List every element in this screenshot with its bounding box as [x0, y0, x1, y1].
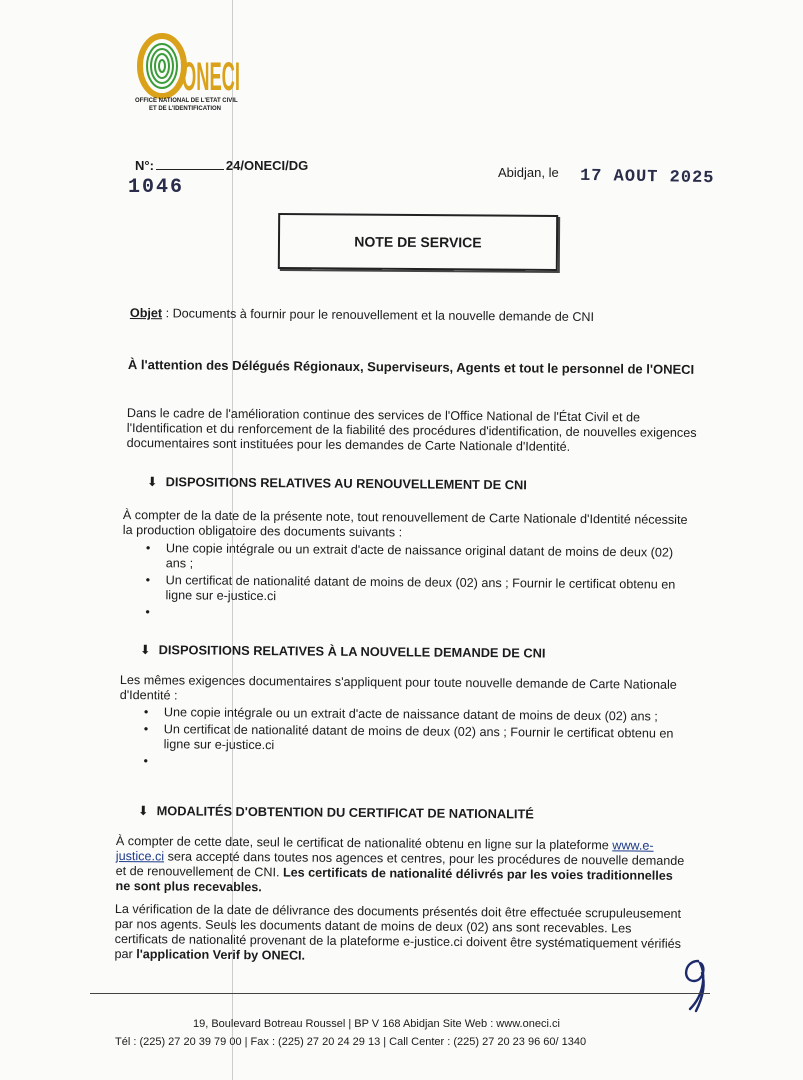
arrow-down-icon: ⬇: [137, 803, 149, 819]
arrow-down-icon: ⬇: [139, 642, 151, 658]
e-justice-link[interactable]: www.e-justice.ci: [115, 838, 654, 864]
reference-number: [135, 158, 308, 173]
place-date-label: Abidjan, le: [498, 165, 559, 180]
section2-list: [141, 705, 687, 776]
list-item: • Une copie intégrale ou un extrait d'acte de naissance datant de moins de deux (02) ans ;: [142, 705, 687, 725]
list-item: • Un certificat de nationalité datant de moins de deux (02) ans ; Fournir le certificat obtenu en ligne sur e-justice.ci: [142, 722, 687, 757]
list-item: [143, 605, 688, 625]
section3-paragraph2: [114, 902, 685, 967]
org-name-line1: OFFICE NATIONAL DE L'ETAT CIVIL: [135, 98, 238, 104]
section2-intro: Les mêmes exigences documentaires s'appliquent pour toute nouvelle demande de Carte Nationale d'Identité :: [119, 673, 677, 703]
ref-stamp-number: 1046: [128, 176, 185, 199]
signature: [676, 955, 716, 1015]
objet-label: Objet: [129, 306, 163, 321]
objet-line: [130, 306, 700, 326]
ref-blank-line: [156, 169, 224, 170]
section1-intro: À compter de la date de la présente note, tout renouvellement de Carte Nationale d'Identité nécessite la production obligatoire des documents suivants :: [122, 508, 688, 540]
section2-heading: [140, 642, 546, 662]
section2-heading-text: DISPOSITIONS RELATIVES À LA NOUVELLE DEMANDE DE CNI: [158, 642, 546, 661]
intro-paragraph: Dans le cadre de l'amélioration continue des services de l'Office National de l'État Civil et de l'Identification et du renforcement de la fiabilité des procédures d'identification, de nouvelles exigences documentaires sont instituées pour les demandes de Carte Nationale d'Identité.: [126, 406, 697, 454]
ref-prefix: N°:: [135, 158, 154, 173]
section3-paragraph1: [115, 834, 686, 899]
section1-list: [143, 541, 689, 627]
footer-divider: [90, 993, 710, 994]
org-name-line2: ET DE L'IDENTIFICATION: [149, 106, 221, 112]
list-item: • Une copie intégrale ou un extrait d'acte de naissance original datant de moins de deux (02) ans ;: [144, 541, 689, 576]
section3-p1-mid: sera accepté dans toutes nos agences et centres, pour les procédures de nouvelle demande et de renouvellement de CNI.: [115, 849, 685, 880]
list-item: • Un certificat de nationalité datant de moins de deux (02) ans ; Fournir le certificat obtenu en ligne sur e-justice.ci: [143, 573, 688, 608]
ref-suffix: 24/ONECI/DG: [225, 158, 309, 173]
page-title: NOTE DE SERVICE: [278, 213, 558, 271]
logo-wordmark: ONECI: [182, 55, 240, 99]
section3-p2-start: La vérification de la date de délivrance des documents présentés doit être effectuée scrupuleusement par nos agents. Seuls les documents datant de moins de deux (02) ans sont recevables. Les certificats de nationalité provenant de la plateforme e-justice.ci doivent être systématiquement vérifiés par: [114, 902, 682, 962]
footer-address: 19, Boulevard Botreau Roussel | BP V 168 Abidjan Site Web : www.oneci.ci: [193, 1018, 560, 1030]
attention-line: À l'attention des Délégués Régionaux, Superviseurs, Agents et tout le personnel de l'ONECI: [127, 357, 695, 377]
footer-contacts: Tél : (225) 27 20 39 79 00 | Fax : (225) 27 20 24 29 13 | Call Center : (225) 27 20 23 96 60/ 1340: [115, 1036, 587, 1048]
arrow-down-icon: ⬇: [146, 474, 158, 490]
date-stamp: 17 AOUT 2025: [579, 166, 715, 189]
section3-p1-start: À compter de cette date, seul le certificat de nationalité obtenu en ligne sur la plateforme: [115, 834, 609, 853]
section3-heading: [138, 803, 534, 822]
objet-text: : Documents à fournir pour le renouvellement et la nouvelle demande de CNI: [165, 306, 595, 325]
section3-heading-text: MODALITÉS D'OBTENTION DU CERTIFICAT DE NATIONALITÉ: [156, 803, 534, 822]
org-name: [135, 97, 245, 113]
section3-p1-bold: Les certificats de nationalité délivrés par les voies traditionnelles ne sont plus recevables.: [115, 865, 673, 895]
list-item: [141, 754, 686, 774]
section1-heading-text: DISPOSITIONS RELATIVES AU RENOUVELLEMENT DE CNI: [165, 474, 527, 493]
section1-heading: [147, 474, 527, 493]
section3-p2-bold: l'application Verif by ONECI.: [136, 947, 306, 963]
